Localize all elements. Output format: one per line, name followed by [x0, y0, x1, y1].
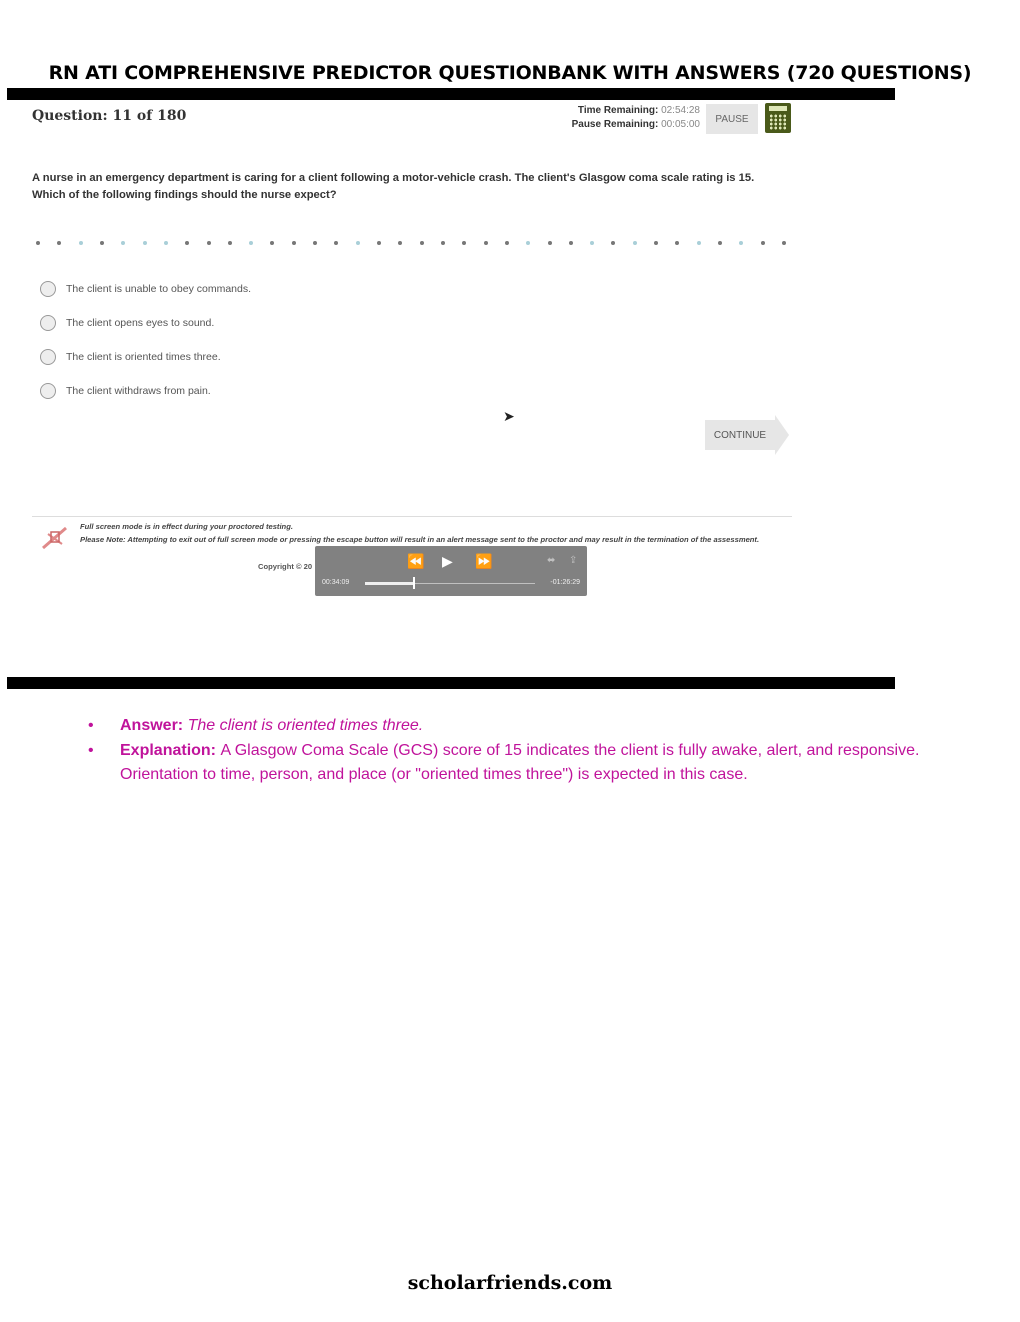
answer-section — [88, 714, 968, 788]
progress-dot — [207, 241, 211, 245]
progress-dot — [633, 241, 637, 245]
footer-divider — [32, 516, 792, 517]
fullscreen-note: Full screen mode is in effect during your proctored testing. — [80, 522, 293, 531]
progress-dot — [526, 241, 530, 245]
progress-dot — [675, 241, 679, 245]
explanation-item: • Explanation: A Glasgow Coma Scale (GCS) score of 15 indicates the client is fully awake, alert, and responsive. Orientation to time, person, and place (or "oriented times three") is expected in this case. — [88, 741, 920, 783]
share-icon[interactable]: ⇪ — [569, 555, 578, 566]
progress-dot — [548, 241, 552, 245]
continue-button[interactable]: CONTINUE — [705, 420, 775, 450]
progress-dot — [79, 241, 83, 245]
progress-dot — [420, 241, 424, 245]
progress-dot — [718, 241, 722, 245]
progress-dot — [164, 241, 168, 245]
progress-dot — [739, 241, 743, 245]
option-text: The client opens eyes to sound. — [66, 317, 215, 329]
fast-forward-icon[interactable]: ⏩ — [475, 553, 493, 569]
bottom-divider-bar — [7, 677, 895, 689]
radio-button[interactable] — [40, 281, 56, 297]
please-note: Please Note: Attempting to exit out of full screen mode or pressing the escape button will result in an alert message sent to the proctor and may result in the termination of the assessment. — [80, 535, 760, 544]
progress-dot — [249, 241, 253, 245]
explanation-label: Explanation: — [120, 741, 221, 759]
option-text: The client is unable to obey commands. — [66, 283, 252, 295]
option-4[interactable] — [40, 374, 251, 408]
progress-dot — [782, 241, 786, 245]
fullscreen-lock-icon — [40, 524, 70, 552]
timer-panel — [540, 104, 700, 132]
progress-dot — [611, 241, 615, 245]
progress-dot — [270, 241, 274, 245]
question-stem: A nurse in an emergency department is caring for a client following a motor-vehicle crash. The client's Glasgow coma scale rating is 15. Which of the following findings should the nurse expect? — [32, 172, 755, 201]
progress-dot — [484, 241, 488, 245]
calculator-icon[interactable] — [765, 103, 791, 133]
progress-dot — [590, 241, 594, 245]
seek-handle[interactable] — [413, 577, 415, 589]
video-player-overlay[interactable] — [315, 546, 587, 596]
progress-dot — [185, 241, 189, 245]
progress-dot — [334, 241, 338, 245]
play-icon[interactable]: ▶ — [442, 553, 453, 569]
continue-arrow-icon[interactable] — [775, 415, 789, 455]
answer-item: • Answer: The client is oriented times three. — [88, 717, 424, 734]
option-text: The client withdraws from pain. — [66, 385, 211, 397]
radio-button[interactable] — [40, 383, 56, 399]
progress-dot — [313, 241, 317, 245]
answer-text: The client is oriented times three. — [187, 717, 424, 734]
progress-dot — [569, 241, 573, 245]
progress-dot — [441, 241, 445, 245]
progress-dot — [761, 241, 765, 245]
elapsed-time: 00:34:09 — [322, 579, 350, 586]
pause-remaining-label: Pause Remaining: — [571, 119, 662, 130]
progress-dot — [228, 241, 232, 245]
copyright-text: Copyright © 20 — [258, 562, 313, 571]
explanation-text: A Glasgow Coma Scale (GCS) score of 15 indicates the client is fully awake, alert, and responsive. Orientation to time, person, and place (or "oriented times three") is expected in this case. — [120, 741, 920, 783]
time-remaining-label: Time Remaining: — [577, 105, 662, 116]
progress-dot — [462, 241, 466, 245]
option-text: The client is oriented times three. — [66, 351, 221, 363]
answer-options — [40, 272, 251, 408]
rewind-icon[interactable]: ⏪ — [407, 553, 425, 569]
mouse-cursor-icon: ➤ — [503, 408, 515, 424]
question-progress-dots — [36, 239, 786, 247]
option-2[interactable] — [40, 306, 251, 340]
radio-button[interactable] — [40, 315, 56, 331]
remaining-time: -01:26:29 — [550, 579, 580, 586]
progress-dot — [505, 241, 509, 245]
pause-remaining-value: 00:05:00 — [661, 119, 700, 130]
pause-button[interactable]: PAUSE — [706, 104, 758, 134]
progress-dot — [654, 241, 658, 245]
progress-dot — [356, 241, 360, 245]
progress-dot — [377, 241, 381, 245]
exam-screenshot — [20, 100, 800, 672]
answer-label: Answer: — [120, 717, 188, 734]
progress-dot — [57, 241, 61, 245]
progress-dot — [292, 241, 296, 245]
progress-dot — [100, 241, 104, 245]
progress-dot — [36, 241, 40, 245]
progress-dot — [398, 241, 402, 245]
progress-dot — [143, 241, 147, 245]
fullscreen-icon[interactable]: ⬌ — [547, 555, 556, 566]
site-footer: scholarfriends.com — [407, 1272, 613, 1294]
seek-progress — [365, 582, 413, 585]
radio-button[interactable] — [40, 349, 56, 365]
top-divider-bar — [7, 88, 895, 100]
question-number: Question: 11 of 180 — [32, 108, 187, 124]
time-remaining-value: 02:54:28 — [661, 105, 700, 116]
progress-dot — [121, 241, 125, 245]
option-3[interactable] — [40, 340, 251, 374]
progress-dot — [697, 241, 701, 245]
option-1[interactable] — [40, 272, 251, 306]
document-title: RN ATI COMPREHENSIVE PREDICTOR QUESTIONBANK WITH ANSWERS (720 QUESTIONS) — [48, 62, 972, 84]
